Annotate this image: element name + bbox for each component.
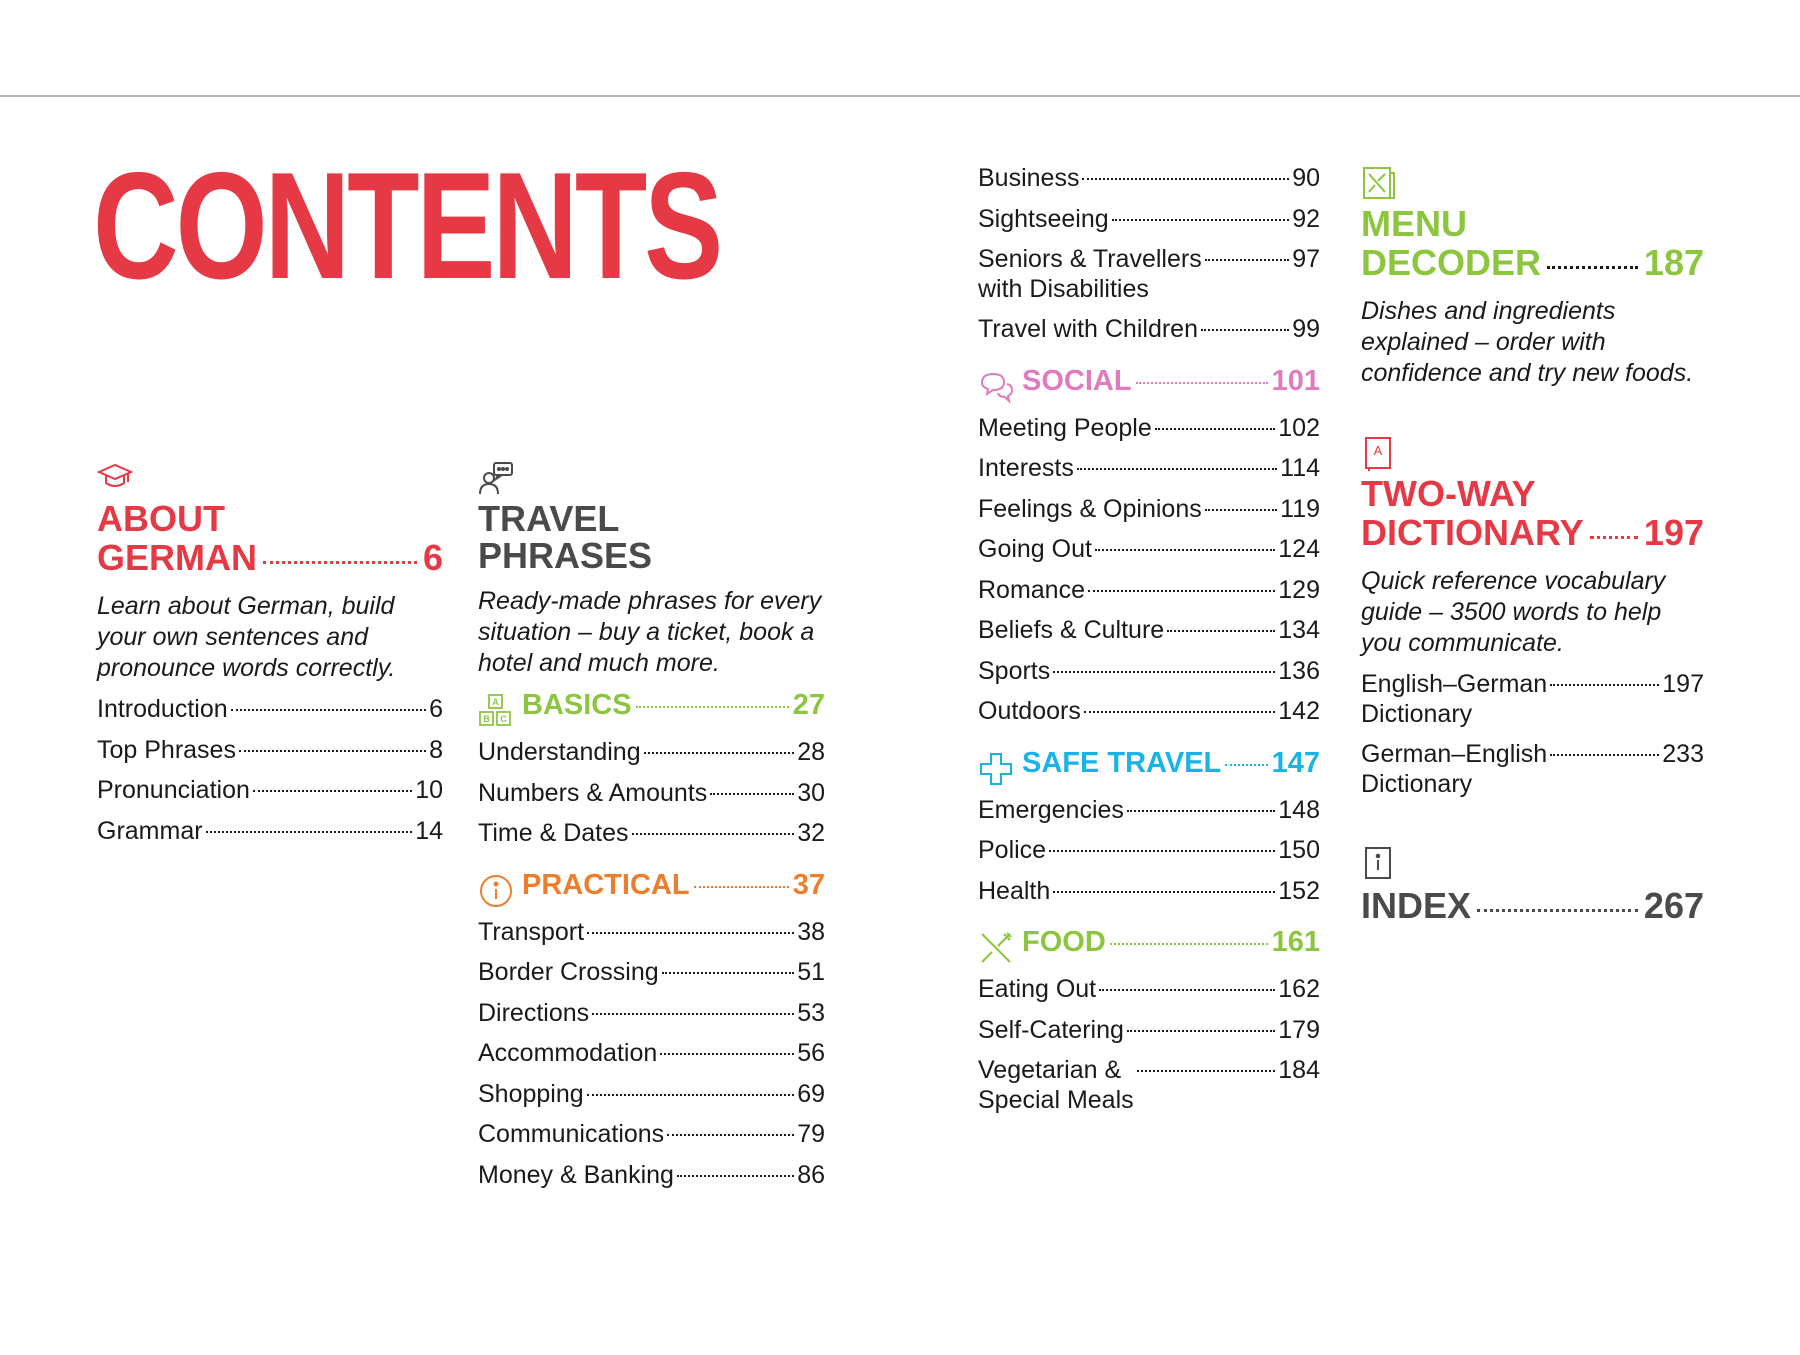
- section-page: 37: [792, 868, 825, 901]
- entry-page: 114: [1280, 454, 1320, 482]
- entry-title: Accommodation: [478, 1039, 658, 1067]
- leader-dots: [1088, 590, 1275, 592]
- leader-dots: [1049, 850, 1275, 852]
- entry-title: German–English Dictionary: [1361, 740, 1548, 798]
- section-page: 27: [792, 689, 825, 721]
- entry-title: Feelings & Opinions: [978, 494, 1202, 523]
- about-description: Learn about German, build your own sentences and pronounce words correctly.: [97, 592, 396, 682]
- column-four: [1361, 165, 1704, 927]
- entry-page: 142: [1278, 697, 1320, 725]
- entry-title: Outdoors: [978, 697, 1081, 725]
- toc-entry[interactable]: [1361, 739, 1704, 799]
- entry-title: Meeting People: [978, 413, 1152, 442]
- entry-page: 32: [797, 819, 825, 847]
- entry-title: Top Phrases: [97, 735, 236, 764]
- leader-dots: [632, 833, 795, 835]
- index-heading-row[interactable]: [1361, 885, 1704, 927]
- travel-heading-line2: PHRASES: [478, 535, 653, 576]
- leader-dots: [263, 561, 417, 564]
- leader-dots: [1099, 989, 1275, 991]
- leader-dots: [1084, 711, 1275, 713]
- toc-entry[interactable]: [978, 413, 1320, 454]
- entry-title: Self-Catering: [978, 1015, 1124, 1044]
- entry-page: 119: [1280, 494, 1320, 523]
- entry-page: 129: [1278, 575, 1320, 604]
- about-german-section: [97, 460, 443, 856]
- entry-page: 6: [429, 695, 443, 723]
- speech-person-icon: [478, 460, 514, 496]
- toc-entry[interactable]: [478, 818, 825, 859]
- entry-page: 148: [1278, 795, 1320, 824]
- entry-title: Eating Out: [978, 975, 1097, 1003]
- travel-phrases-section: [478, 460, 825, 1200]
- leader-dots: [587, 1094, 795, 1096]
- toc-entry[interactable]: [97, 816, 443, 857]
- leader-dots: [667, 1134, 794, 1136]
- entry-page: 56: [797, 1039, 825, 1067]
- leader-dots: [644, 752, 795, 754]
- index-page: 267: [1643, 885, 1704, 926]
- leader-dots: [1053, 891, 1275, 893]
- section-food[interactable]: [978, 926, 1320, 970]
- section-label: SAFE TRAVEL: [1022, 746, 1222, 779]
- section-label: BASICS: [522, 689, 632, 721]
- entry-page: 150: [1278, 836, 1320, 864]
- page-title: CONTENTS: [93, 141, 721, 311]
- toc-entry[interactable]: [478, 1160, 825, 1201]
- toc-entry[interactable]: [978, 163, 1320, 204]
- menu-heading-line2: DECODER: [1361, 242, 1542, 283]
- leader-dots: [660, 1053, 794, 1055]
- entry-title: Pronunciation: [97, 776, 250, 804]
- info-circle-icon: [478, 873, 514, 909]
- leader-dots: [253, 790, 412, 792]
- leader-dots: [239, 750, 426, 752]
- entry-page: 69: [797, 1079, 825, 1108]
- toc-entry[interactable]: [478, 998, 825, 1039]
- leader-dots: [1127, 1030, 1275, 1032]
- toc-entry[interactable]: [478, 917, 825, 958]
- leader-dots: [1225, 764, 1267, 766]
- dictionary-a-icon: [1361, 435, 1397, 471]
- entry-title: Border Crossing: [478, 958, 659, 986]
- entry-title: Grammar: [97, 816, 203, 845]
- leader-dots: [1136, 382, 1268, 384]
- entry-page: 102: [1278, 413, 1320, 442]
- entry-page: 86: [797, 1160, 825, 1189]
- graduation-cap-icon: [97, 460, 133, 496]
- entry-title: Directions: [478, 998, 590, 1027]
- dictionary-description: Quick reference vocabulary guide – 3500 words to help you communicate.: [1361, 567, 1666, 657]
- toc-entry[interactable]: [978, 876, 1320, 917]
- toc-entry[interactable]: [978, 974, 1320, 1015]
- toc-entry[interactable]: [97, 775, 443, 816]
- travel-heading-line1: TRAVEL: [478, 498, 620, 539]
- top-rule: [0, 95, 1800, 97]
- leader-dots: [1112, 219, 1290, 221]
- entry-page: 136: [1278, 656, 1320, 685]
- entry-page: 14: [415, 816, 443, 845]
- leader-dots: [1137, 1070, 1276, 1072]
- section-safe-travel[interactable]: [978, 747, 1320, 791]
- entry-page: 79: [797, 1120, 825, 1148]
- entry-page: 30: [797, 778, 825, 807]
- toc-entry[interactable]: [478, 1119, 825, 1160]
- dictionary-heading-row[interactable]: [1361, 512, 1704, 554]
- dictionary-section: [1361, 435, 1704, 799]
- leader-dots: [662, 972, 795, 974]
- entry-page: 99: [1292, 315, 1320, 343]
- entry-page: 53: [797, 998, 825, 1027]
- entry-title: Emergencies: [978, 795, 1124, 824]
- leader-dots: [710, 793, 794, 795]
- section-label: SOCIAL: [1022, 364, 1132, 397]
- toc-entry[interactable]: [978, 696, 1320, 737]
- leader-dots: [592, 1013, 794, 1015]
- leader-dots: [1590, 536, 1638, 539]
- toc-entry[interactable]: [1361, 669, 1704, 729]
- abc-blocks-icon: [478, 693, 514, 729]
- leader-dots: [1550, 684, 1659, 686]
- about-heading-row[interactable]: [97, 537, 443, 579]
- section-basics[interactable]: [478, 689, 825, 733]
- entry-title: Vegetarian & Special Meals: [978, 1056, 1134, 1114]
- entry-page: 92: [1292, 204, 1320, 233]
- entry-title: English–German Dictionary: [1361, 670, 1548, 728]
- leader-dots: [1095, 549, 1275, 551]
- entry-page: 97: [1292, 245, 1320, 273]
- toc-entry[interactable]: [478, 957, 825, 998]
- toc-entry[interactable]: [978, 1015, 1320, 1056]
- entry-title: Business: [978, 164, 1080, 192]
- svg-text:A: A: [1373, 443, 1383, 458]
- leader-dots: [694, 886, 789, 888]
- toc-entry[interactable]: [478, 1038, 825, 1079]
- entry-page: 38: [797, 917, 825, 946]
- leader-dots: [1127, 810, 1275, 812]
- leader-dots: [1201, 329, 1289, 331]
- dictionary-heading-line1: TWO-WAY: [1361, 473, 1536, 514]
- about-page: 6: [422, 537, 443, 578]
- entry-title: Transport: [478, 917, 585, 946]
- leader-dots: [1110, 943, 1268, 945]
- leader-dots: [1053, 671, 1275, 673]
- toc-entry[interactable]: [978, 615, 1320, 656]
- toc-entry[interactable]: [978, 204, 1320, 245]
- section-practical[interactable]: [478, 869, 825, 913]
- leader-dots: [1205, 259, 1289, 261]
- leader-dots: [231, 709, 426, 711]
- entry-page: 152: [1278, 876, 1320, 905]
- leader-dots: [1477, 909, 1638, 912]
- section-page: 101: [1271, 364, 1320, 397]
- entry-title: Health: [978, 876, 1051, 905]
- entry-title: Police: [978, 836, 1047, 864]
- entry-page: 197: [1662, 670, 1704, 698]
- leader-dots: [1550, 754, 1659, 756]
- entry-title: Time & Dates: [478, 819, 629, 847]
- entry-title: Communications: [478, 1120, 665, 1148]
- entry-title: Travel with Children: [978, 315, 1198, 343]
- entry-title: Numbers & Amounts: [478, 778, 708, 807]
- menu-book-icon: [1361, 165, 1397, 201]
- toc-entry[interactable]: [978, 575, 1320, 616]
- entry-page: 8: [429, 735, 443, 764]
- dictionary-heading-line2: DICTIONARY: [1361, 512, 1584, 553]
- entry-title: Shopping: [478, 1079, 584, 1108]
- toc-entry[interactable]: [978, 656, 1320, 697]
- menu-decoder-section: [1361, 165, 1704, 389]
- entry-title: Money & Banking: [478, 1160, 674, 1189]
- about-heading-line2: GERMAN: [97, 537, 257, 578]
- index-section: [1361, 845, 1704, 927]
- leader-dots: [1167, 630, 1275, 632]
- svg-text:B: B: [483, 714, 490, 724]
- entry-page: 179: [1278, 1015, 1320, 1044]
- medical-cross-icon: [978, 751, 1014, 787]
- toc-entry[interactable]: [978, 244, 1320, 304]
- about-entries: [97, 694, 443, 856]
- section-label: FOOD: [1022, 926, 1106, 958]
- chat-bubbles-icon: [978, 369, 1014, 405]
- entry-title: Sports: [978, 656, 1051, 685]
- toc-entry[interactable]: [978, 835, 1320, 876]
- entry-title: Introduction: [97, 695, 228, 723]
- entry-title: Going Out: [978, 535, 1092, 563]
- travel-description: Ready-made phrases for every situation – buy a ticket, book a hotel and much more.: [478, 587, 822, 677]
- column-three: [978, 163, 1320, 1125]
- toc-entry[interactable]: [478, 778, 825, 819]
- entry-title: Sightseeing: [978, 204, 1109, 233]
- entry-page: 233: [1662, 740, 1704, 768]
- toc-entry[interactable]: [97, 694, 443, 735]
- section-label: PRACTICAL: [522, 868, 690, 901]
- toc-entry[interactable]: [97, 735, 443, 776]
- menu-heading-line1: MENU: [1361, 203, 1467, 244]
- svg-text:A: A: [492, 697, 499, 707]
- toc-entry[interactable]: [478, 1079, 825, 1120]
- entry-title: Understanding: [478, 738, 641, 766]
- entry-page: 134: [1278, 616, 1320, 644]
- toc-entry[interactable]: [978, 453, 1320, 494]
- entry-page: 124: [1278, 535, 1320, 563]
- entry-page: 51: [797, 958, 825, 986]
- entry-page: 162: [1278, 975, 1320, 1003]
- section-page: 147: [1271, 746, 1320, 779]
- fork-knife-icon: [978, 930, 1014, 966]
- toc-entry[interactable]: [978, 494, 1320, 535]
- leader-dots: [1547, 266, 1638, 269]
- entry-page: 28: [797, 738, 825, 766]
- entry-title: Beliefs & Culture: [978, 616, 1165, 644]
- about-heading-line1: ABOUT: [97, 498, 225, 539]
- leader-dots: [587, 932, 794, 934]
- leader-dots: [636, 706, 789, 708]
- section-page: 161: [1271, 926, 1320, 958]
- leader-dots: [677, 1175, 794, 1177]
- toc-entry[interactable]: [478, 737, 825, 778]
- toc-entry[interactable]: [978, 1055, 1320, 1115]
- leader-dots: [1155, 428, 1276, 430]
- toc-entry[interactable]: [978, 534, 1320, 575]
- entry-page: 10: [415, 776, 443, 804]
- leader-dots: [1205, 509, 1277, 511]
- info-book-icon: [1361, 845, 1397, 881]
- menu-description: Dishes and ingredients explained – order with confidence and try new foods.: [1361, 297, 1694, 387]
- entry-title: Romance: [978, 575, 1085, 604]
- menu-page: 187: [1643, 242, 1704, 283]
- leader-dots: [1082, 178, 1289, 180]
- entry-page: 184: [1278, 1056, 1320, 1084]
- toc-entry[interactable]: [978, 795, 1320, 836]
- svg-text:C: C: [500, 714, 507, 724]
- leader-dots: [1077, 468, 1277, 470]
- index-label: INDEX: [1361, 885, 1472, 926]
- dictionary-page: 197: [1643, 512, 1704, 553]
- menu-heading-row[interactable]: [1361, 242, 1704, 284]
- section-social[interactable]: [978, 365, 1320, 409]
- entry-title: Seniors & Travellers with Disabilities: [978, 245, 1202, 303]
- leader-dots: [206, 831, 413, 833]
- entry-page: 90: [1292, 164, 1320, 192]
- toc-entry[interactable]: [978, 314, 1320, 355]
- entry-title: Interests: [978, 454, 1074, 482]
